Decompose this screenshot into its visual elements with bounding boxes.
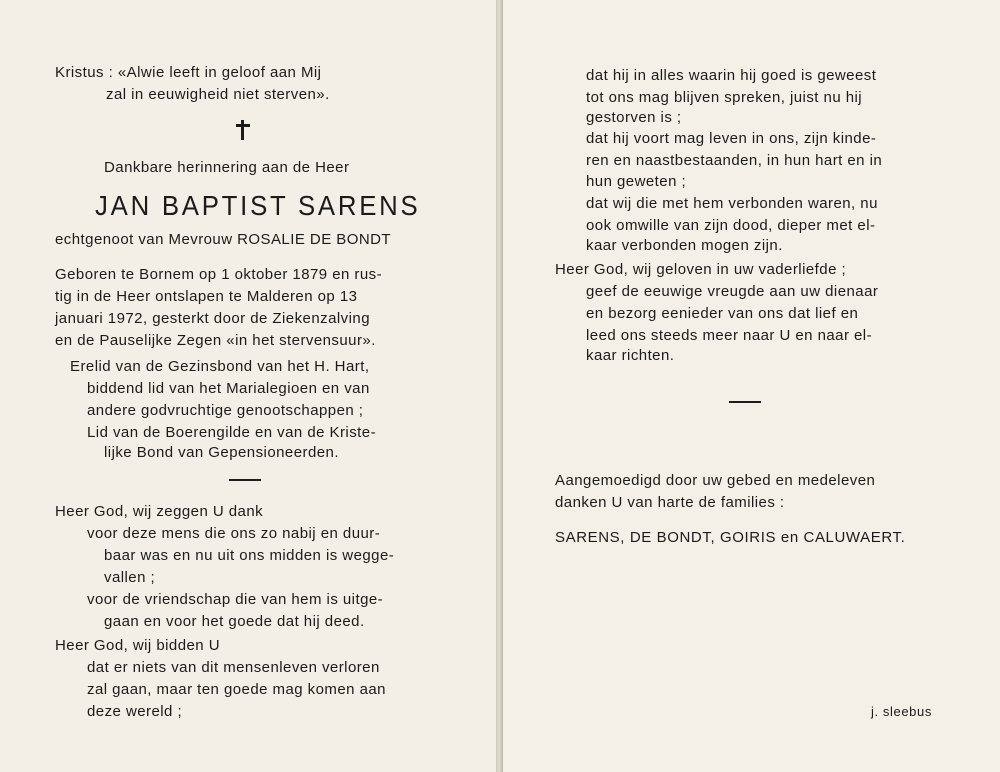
continuation-line: dat hij voort mag leven in ons, zijn kinde- [586, 130, 877, 147]
birth-line: Geboren te Bornem op 1 oktober 1879 en rus- [55, 266, 383, 283]
continuation-line: gestorven is ; [586, 109, 682, 126]
prayer-line: voor de vriendschap die van hem is uitge- [87, 591, 384, 608]
section-divider [729, 401, 761, 403]
continuation-line: kaar verbonden mogen zijn. [586, 237, 783, 254]
thanks-line: Aangemoedigd door uw gebed en medeleven [555, 472, 876, 489]
deceased-name: JAN BAPTIST SARENS [95, 190, 421, 221]
quote-line: zal in eeuwigheid niet sterven». [106, 86, 330, 103]
left-page [0, 0, 496, 772]
cross-icon [236, 120, 250, 140]
quote-line: Kristus : «Alwie leeft in geloof aan Mij [55, 64, 322, 81]
membership-line: lijke Bond van Gepensioneerden. [104, 444, 339, 461]
membership-line: Erelid van de Gezinsbond van het H. Hart, [70, 358, 370, 375]
prayer-line: vallen ; [104, 569, 156, 586]
printer-credit: j. sleebus [871, 704, 932, 719]
prayer-line: kaar richten. [586, 347, 675, 364]
birth-line: en de Pauselijke Zegen «in het stervensuur». [55, 332, 376, 349]
prayer-line: Heer God, wij zeggen U dank [55, 503, 264, 520]
membership-line: Lid van de Boerengilde en van de Kriste- [87, 424, 377, 441]
prayer-line: Heer God, wij geloven in uw vaderliefde ; [555, 261, 847, 278]
birth-line: tig in de Heer ontslapen te Malderen op 13 [55, 288, 358, 305]
continuation-line: ren en naastbestaanden, in hun hart en in [586, 152, 883, 169]
continuation-line: ook omwille van zijn dood, dieper met el- [586, 217, 876, 234]
prayer-line: dat er niets van dit mensenleven verloren [87, 659, 380, 676]
prayer-line: zal gaan, maar ten goede mag komen aan [87, 681, 386, 698]
right-page [503, 0, 1000, 772]
continuation-line: tot ons mag blijven spreken, juist nu hij [586, 89, 863, 106]
prayer-line: gaan en voor het goede dat hij deed. [104, 613, 365, 630]
prayer-line: geef de eeuwige vreugde aan uw dienaar [586, 283, 879, 300]
continuation-line: hun geweten ; [586, 173, 687, 190]
prayer-line: leed ons steeds meer naar U en naar el- [586, 327, 873, 344]
section-divider [229, 479, 261, 481]
intro-text: Dankbare herinnering aan de Heer [104, 159, 350, 176]
prayer-line: Heer God, wij bidden U [55, 637, 220, 654]
prayer-line: baar was en nu uit ons midden is wegge- [104, 547, 395, 564]
thanks-line: danken U van harte de families : [555, 494, 785, 511]
prayer-line: voor deze mens die ons zo nabij en duur- [87, 525, 381, 542]
continuation-line: dat hij in alles waarin hij goed is geweest [586, 67, 877, 84]
birth-line: januari 1972, gesterkt door de Ziekenzalving [55, 310, 370, 327]
card-fold [496, 0, 503, 772]
continuation-line: dat wij die met hem verbonden waren, nu [586, 195, 878, 212]
membership-line: biddend lid van het Marialegioen en van [87, 380, 370, 397]
spouse-line: echtgenoot van Mevrouw ROSALIE DE BONDT [55, 231, 392, 248]
prayer-line: deze wereld ; [87, 703, 183, 720]
prayer-line: en bezorg eenieder van ons dat lief en [586, 305, 859, 322]
membership-line: andere godvruchtige genootschappen ; [87, 402, 364, 419]
families-line: SARENS, DE BONDT, GOIRIS en CALUWAERT. [555, 529, 906, 546]
